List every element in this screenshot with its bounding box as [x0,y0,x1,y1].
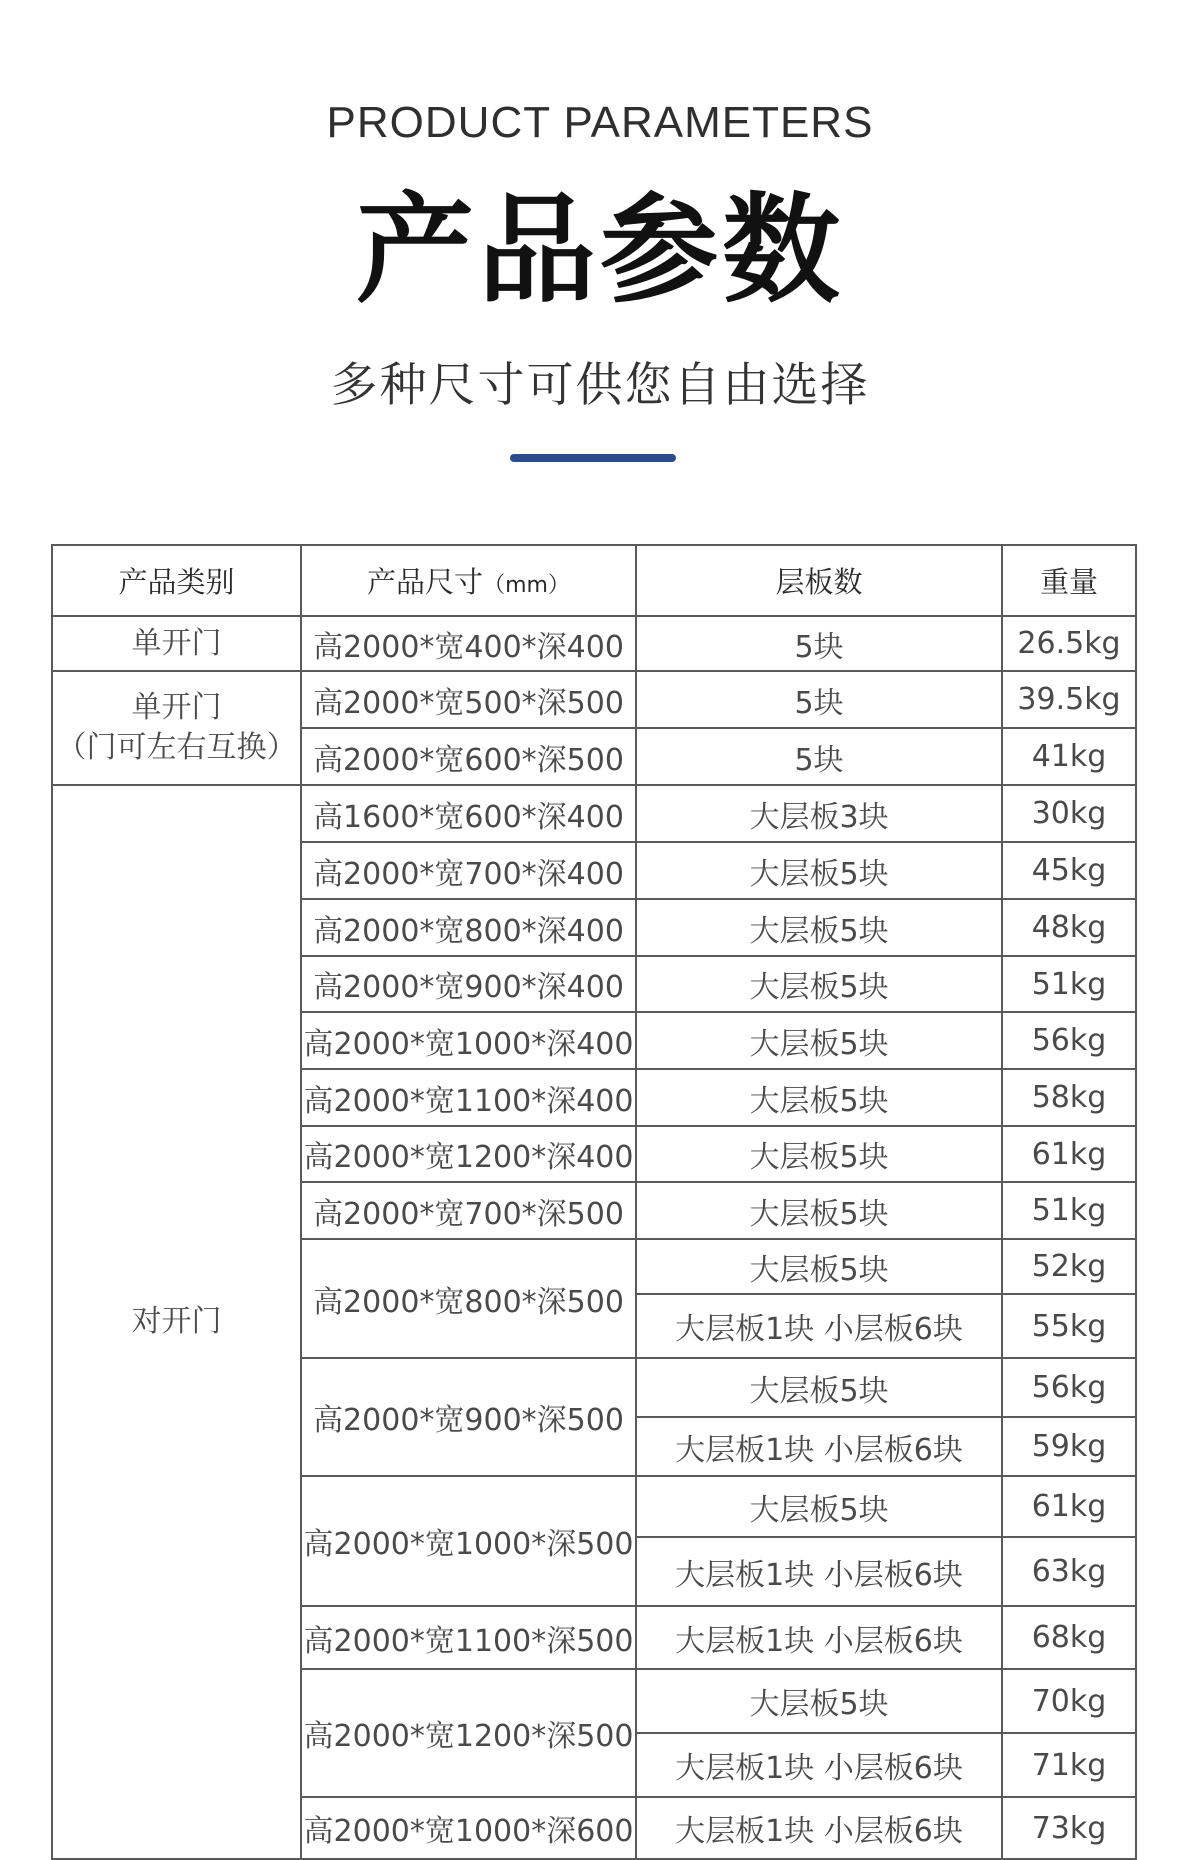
table-row [52,671,1136,728]
weight-cell: 59kg [1002,1417,1136,1476]
english-title: PRODUCT PARAMETERS [326,98,874,147]
shelves-cell: 大层板5块 [636,842,1002,899]
weight-cell: 61kg [1002,1476,1136,1537]
weight-cell: 55kg [1002,1294,1136,1358]
weight-cell: 63kg [1002,1537,1136,1606]
weight-cell: 56kg [1002,1012,1136,1069]
shelves-cell: 大层板5块 [636,1012,1002,1069]
weight-cell: 45kg [1002,842,1136,899]
column-header-category: 产品类别 [52,545,301,616]
shelves-cell: 大层板1块 小层板6块 [636,1797,1002,1859]
shelves-cell: 大层板5块 [636,1126,1002,1182]
shelves-cell: 大层板5块 [636,1476,1002,1537]
size-cell: 高2000*宽1200*深400 [301,1126,636,1182]
size-cell: 高2000*宽400*深400 [301,616,636,671]
shelves-cell: 大层板1块 小层板6块 [636,1606,1002,1669]
size-cell: 高2000*宽700*深500 [301,1182,636,1239]
size-cell: 高2000*宽600*深500 [301,728,636,785]
table-header-row [52,545,1136,616]
shelves-cell: 大层板1块 小层板6块 [636,1733,1002,1797]
column-header-weight: 重量 [1002,545,1136,616]
weight-cell: 73kg [1002,1797,1136,1859]
weight-cell: 56kg [1002,1358,1136,1417]
shelves-cell: 大层板5块 [636,1669,1002,1733]
size-cell: 高1600*宽600*深400 [301,785,636,842]
page-title: 产品参数 [355,181,844,319]
shelves-cell: 5块 [636,728,1002,785]
shelves-cell: 大层板1块 小层板6块 [636,1537,1002,1606]
size-cell: 高2000*宽500*深500 [301,671,636,728]
shelves-cell: 大层板5块 [636,1358,1002,1417]
shelves-cell: 大层板5块 [636,956,1002,1012]
table-row [52,785,1136,842]
size-cell: 高2000*宽800*深400 [301,899,636,956]
weight-cell: 48kg [1002,899,1136,956]
category-line: （门可左右互换） [56,730,297,765]
shelves-cell: 大层板5块 [636,899,1002,956]
accent-divider [510,454,676,462]
shelves-cell: 大层板1块 小层板6块 [636,1417,1002,1476]
column-header-size [301,545,636,616]
shelves-cell: 5块 [636,671,1002,728]
weight-cell: 52kg [1002,1239,1136,1294]
subtitle: 多种尺寸可供您自由选择 [330,358,870,413]
size-cell: 高2000*宽700*深400 [301,842,636,899]
category-cell [52,671,301,785]
column-header-size-unit: （mm） [483,573,570,598]
category-cell: 单开门 [52,616,301,671]
size-cell: 高2000*宽1000*深500 [301,1476,636,1606]
size-cell: 高2000*宽1000*深600 [301,1797,636,1859]
weight-cell: 51kg [1002,1182,1136,1239]
weight-cell: 51kg [1002,956,1136,1012]
weight-cell: 41kg [1002,728,1136,785]
column-header-shelves: 层板数 [636,545,1002,616]
weight-cell: 58kg [1002,1069,1136,1126]
shelves-cell: 大层板5块 [636,1069,1002,1126]
column-header-size-label: 产品尺寸 [367,565,484,599]
size-cell: 高2000*宽1200*深500 [301,1669,636,1797]
shelves-cell: 大层板5块 [636,1182,1002,1239]
size-cell: 高2000*宽1100*深400 [301,1069,636,1126]
weight-cell: 30kg [1002,785,1136,842]
size-cell: 高2000*宽1000*深400 [301,1012,636,1069]
category-cell: 对开门 [52,785,301,1859]
size-cell: 高2000*宽900*深400 [301,956,636,1012]
shelves-cell: 大层板3块 [636,785,1002,842]
weight-cell: 68kg [1002,1606,1136,1669]
shelves-cell: 大层板1块 小层板6块 [636,1294,1002,1358]
size-cell: 高2000*宽1100*深500 [301,1606,636,1669]
category-line: 单开门 [131,690,222,725]
table-row [52,616,1136,671]
shelves-cell: 5块 [636,616,1002,671]
weight-cell: 70kg [1002,1669,1136,1733]
weight-cell: 39.5kg [1002,671,1136,728]
shelves-cell: 大层板5块 [636,1239,1002,1294]
size-cell: 高2000*宽800*深500 [301,1239,636,1358]
parameters-table [51,544,1137,1860]
weight-cell: 71kg [1002,1733,1136,1797]
weight-cell: 26.5kg [1002,616,1136,671]
size-cell: 高2000*宽900*深500 [301,1358,636,1476]
weight-cell: 61kg [1002,1126,1136,1182]
